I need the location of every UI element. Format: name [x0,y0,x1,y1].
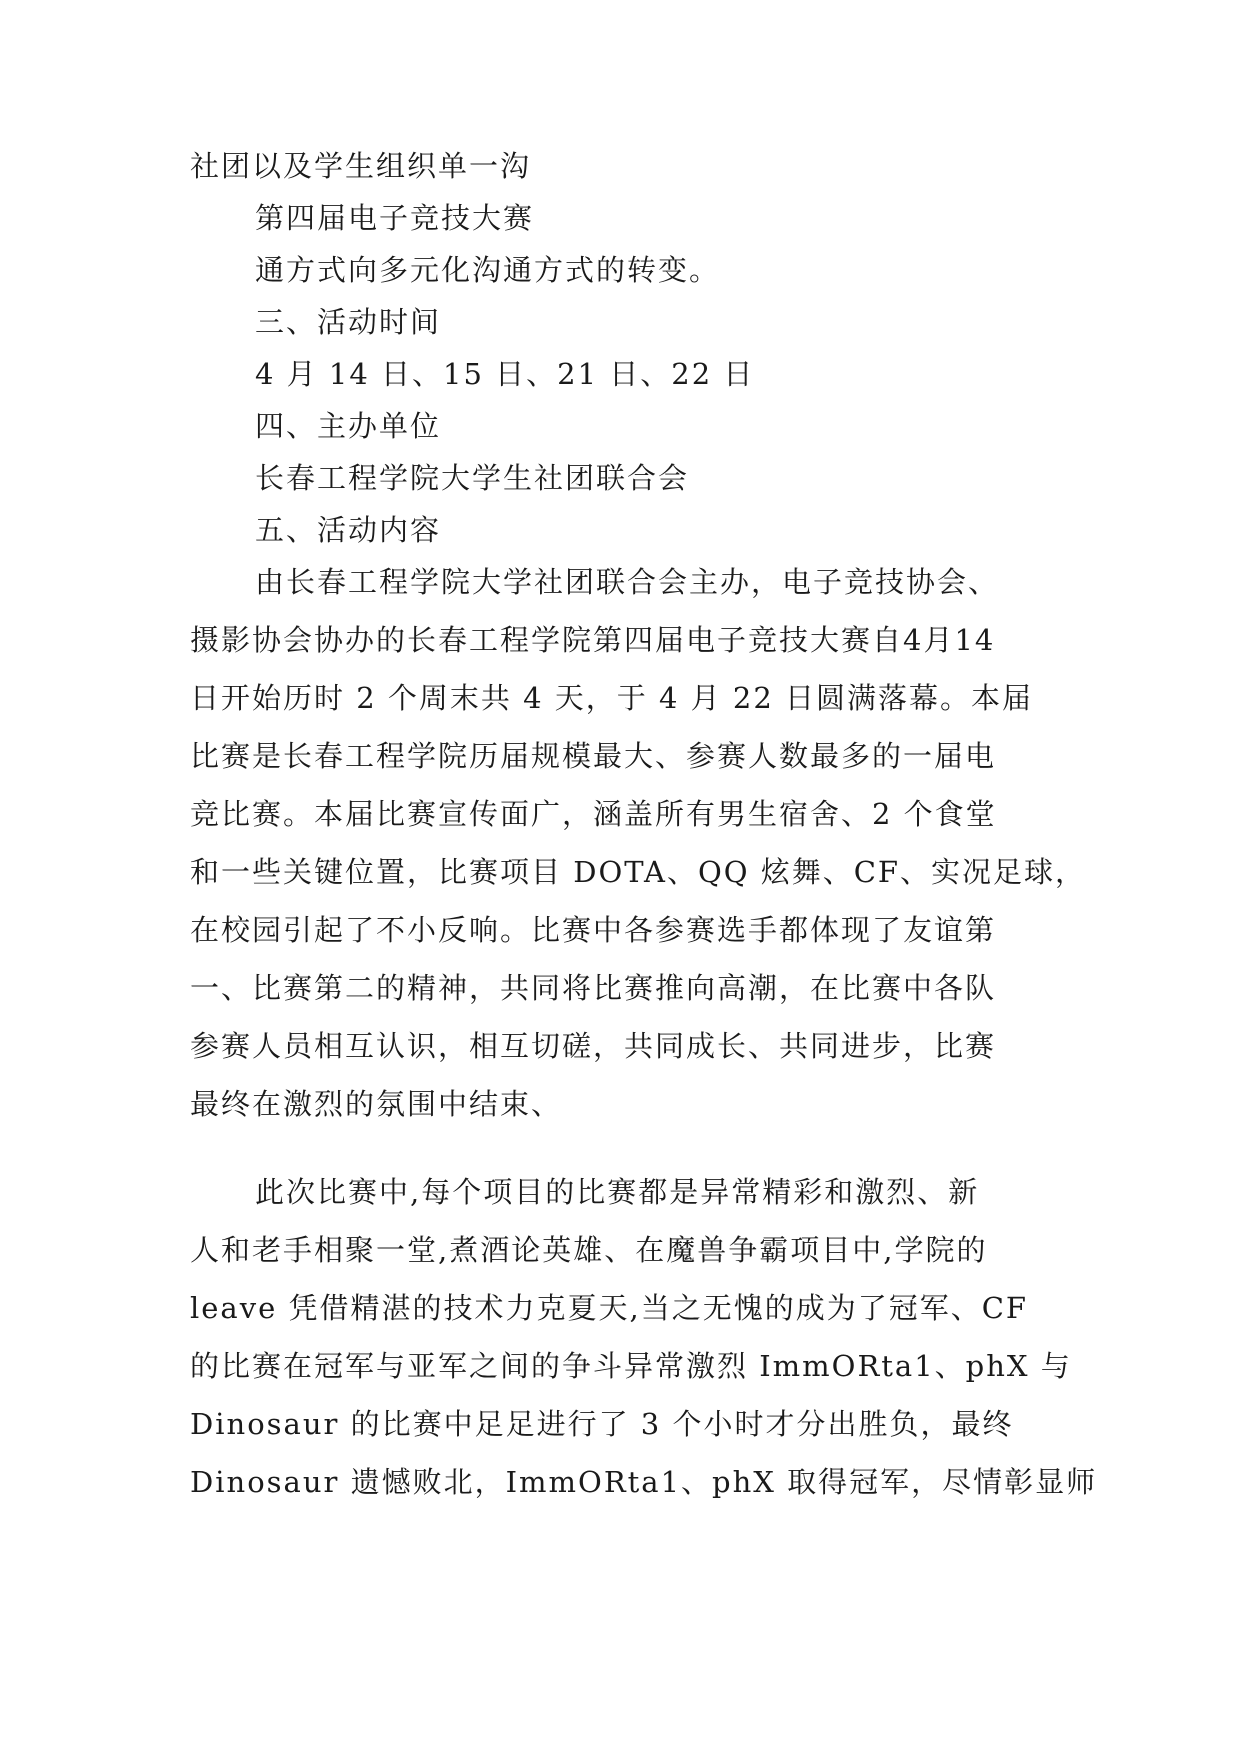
text-line: 长春工程学院大学生社团联合会 [255,461,690,495]
paragraph-line: 最终在激烈的氛围中结束、 [190,1087,563,1121]
paragraph-line: leave 凭借精湛的技术力克夏天,当之无愧的成为了冠军、CF [190,1291,1029,1325]
paragraph-line: 此次比赛中,每个项目的比赛都是异常精彩和激烈、新 [255,1175,980,1209]
paragraph-line: 由长春工程学院大学社团联合会主办，电子竞技协会、 [255,565,1000,599]
paragraph-competition-summary [190,1172,1098,1520]
paragraph-activity-content [190,562,1087,1142]
paragraph-line: 摄影协会协办的长春工程学院第四届电子竞技大赛自4月14 [190,623,996,657]
paragraph-line: Dinosaur 的比赛中足足进行了 3 个小时才分出胜负，最终 [190,1407,1014,1441]
paragraph-line: 的比赛在冠军与亚军之间的争斗异常激烈 ImmORta1、phX 与 [190,1349,1072,1383]
paragraph-line: 日开始历时 2 个周末共 4 天，于 4 月 22 日圆满落幕。本届 [190,681,1034,715]
paragraph-line: 比赛是长春工程学院历届规模最大、参赛人数最多的一届电 [190,739,997,773]
text-line: 通方式向多元化沟通方式的转变。 [255,253,721,287]
section-heading: 五、活动内容 [255,513,442,547]
text-line: 第四届电子竞技大赛 [255,201,535,235]
text-line: 社团以及学生组织单一沟 [190,149,532,183]
paragraph-line: 一、比赛第二的精神，共同将比赛推向高潮，在比赛中各队 [190,971,997,1005]
paragraph-line: 在校园引起了不小反响。比赛中各参赛选手都体现了友谊第 [190,913,997,947]
paragraph-line: 竞比赛。本届比赛宣传面广，涵盖所有男生宿舍、2 个食堂 [190,797,997,831]
text-line: 4 月 14 日、15 日、21 日、22 日 [255,357,755,391]
section-heading: 三、活动时间 [255,305,442,339]
paragraph-line: 人和老手相聚一堂,煮酒论英雄、在魔兽争霸项目中,学院的 [190,1233,988,1267]
section-heading: 四、主办单位 [255,409,442,443]
paragraph-line: Dinosaur 遗憾败北，ImmORta1、phX 取得冠军，尽情彰显师 [190,1465,1098,1499]
paragraph-line: 参赛人员相互认识，相互切磋，共同成长、共同进步，比赛 [190,1029,997,1063]
paragraph-line: 和一些关键位置，比赛项目 DOTA、QQ 炫舞、CF、实况足球， [190,855,1087,889]
